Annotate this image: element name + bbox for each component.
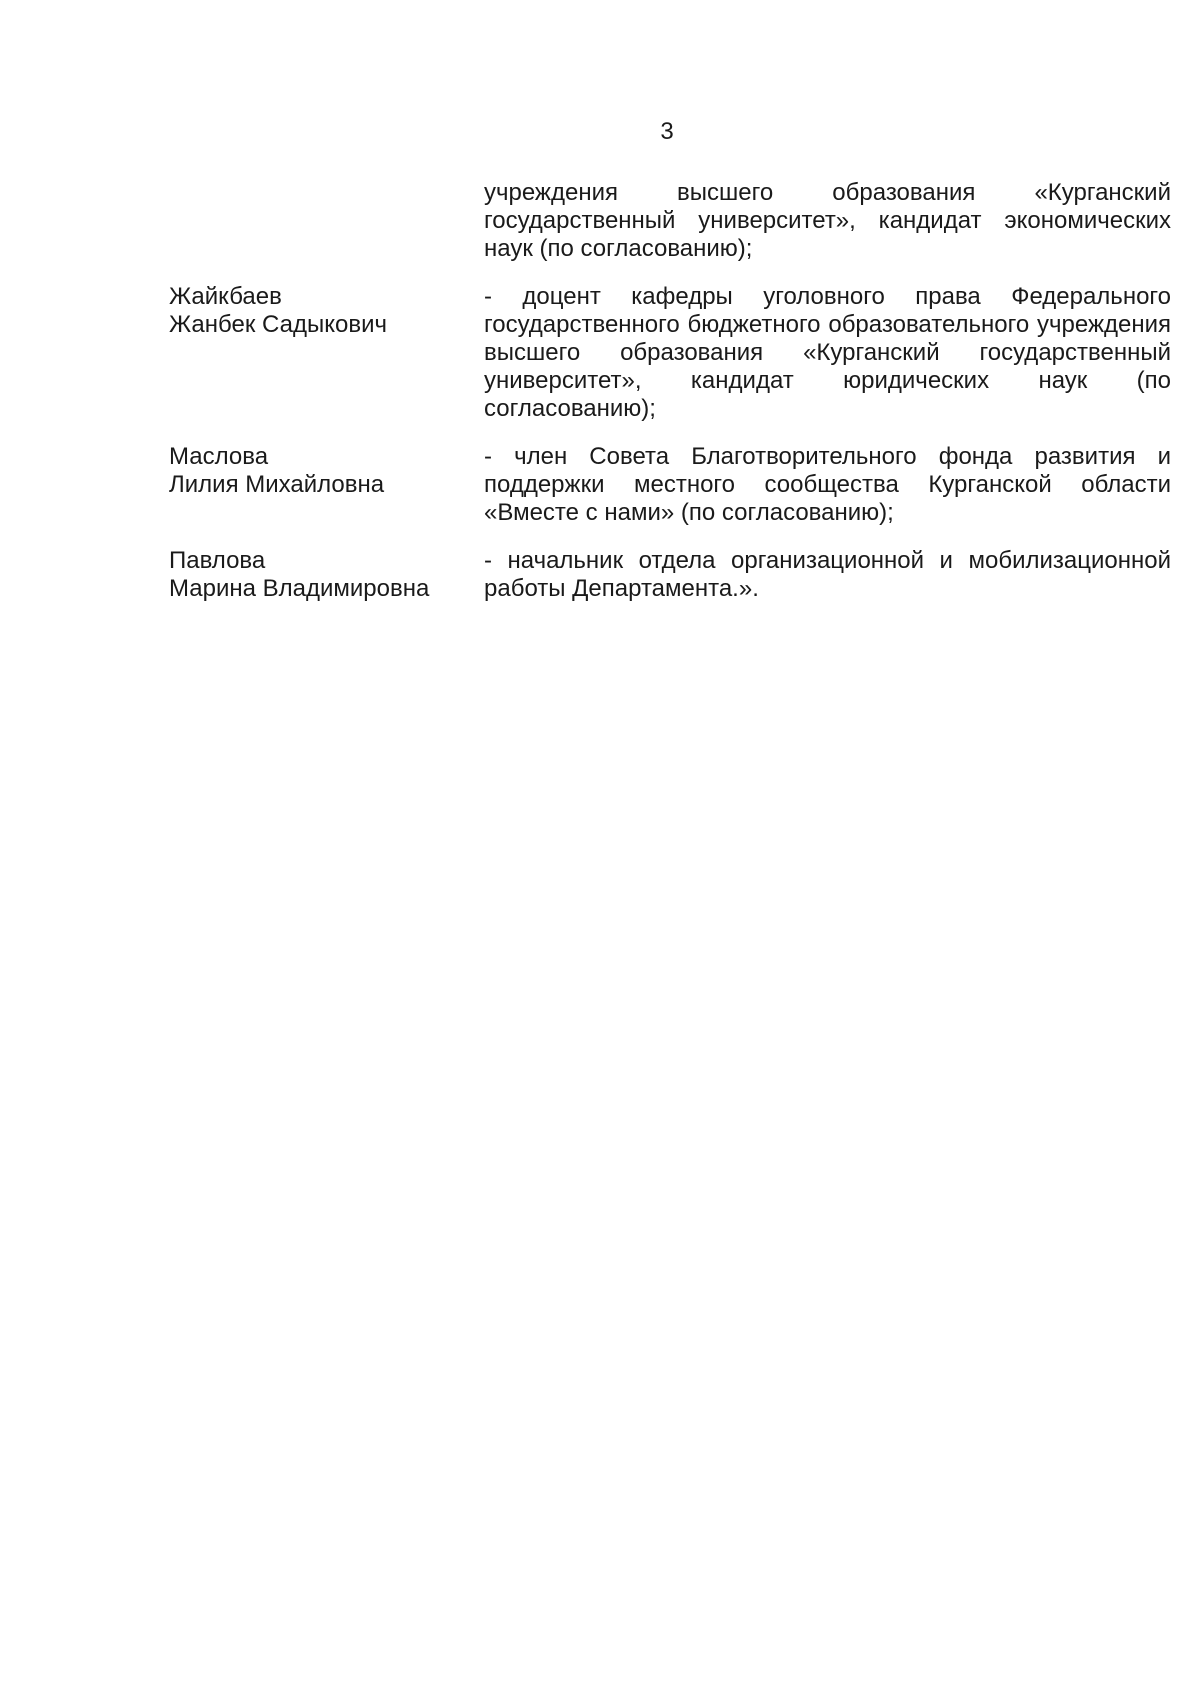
member-description: учреждения высшего образования «Курганский государственный университет», кандидат экономических наук (по согласованию); [484, 179, 1171, 262]
member-name [169, 547, 484, 603]
member-list [169, 179, 1171, 627]
member-row [169, 547, 1171, 603]
member-row [169, 179, 1171, 263]
page-number: 3 [660, 118, 675, 145]
member-name [169, 283, 484, 339]
member-surname: Маслова [169, 443, 269, 470]
member-surname: Жайкбаев [169, 283, 282, 310]
member-description: - начальник отдела организационной и мобилизационной работы Департамента.». [484, 547, 1171, 602]
member-name [169, 443, 484, 499]
member-given-names: Лилия Михайловна [169, 471, 385, 498]
member-given-names: Жанбек Садыкович [169, 311, 388, 338]
member-row [169, 283, 1171, 423]
member-description: - доцент кафедры уголовного права Федерального государственного бюджетного образовательного учреждения высшего образования «Курганский государственный университет», кандидат юридических наук (по согласованию); [484, 283, 1171, 422]
member-description: - член Совета Благотворительного фонда развития и поддержки местного сообщества Курганской области «Вместе с нами» (по согласованию); [484, 443, 1171, 526]
member-surname: Павлова [169, 547, 266, 574]
member-row [169, 443, 1171, 527]
member-given-names: Марина Владимировна [169, 575, 430, 602]
